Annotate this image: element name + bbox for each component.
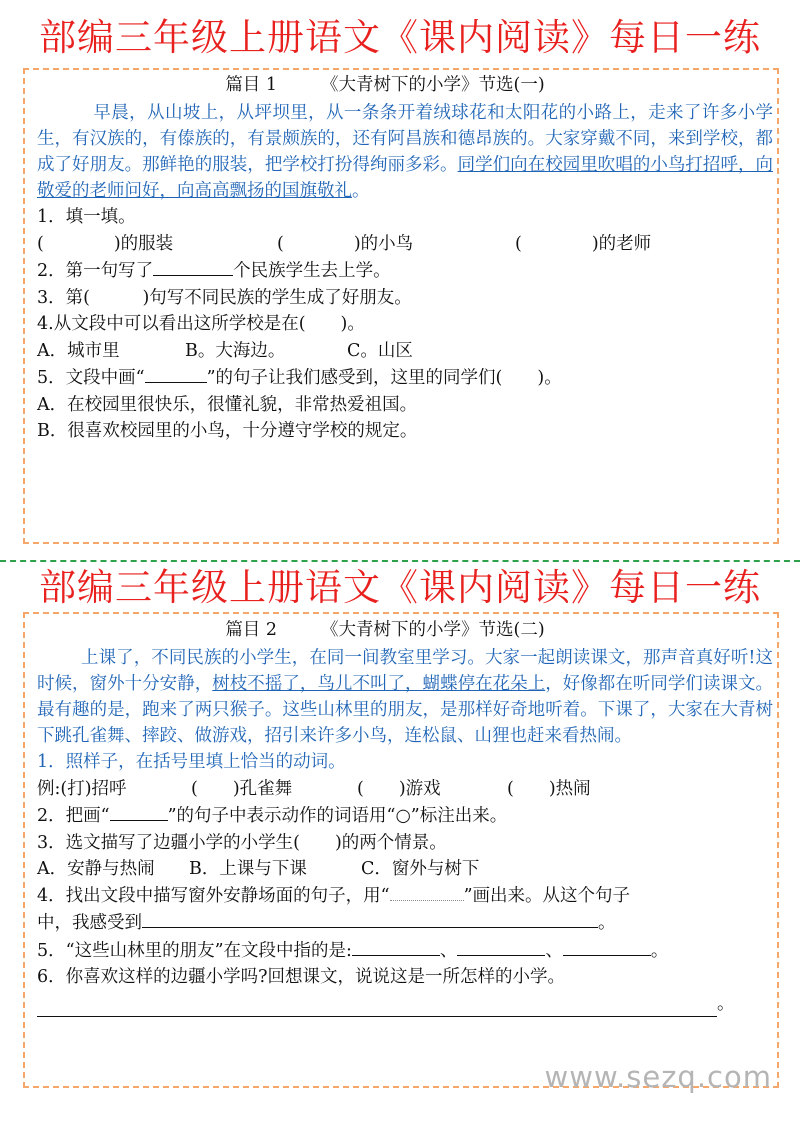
passage-title: 《大青树下的小学》节选(二) — [321, 620, 545, 640]
underline-sample — [110, 802, 168, 821]
passage-text-2: 上课了，不同民族的小学生，在同一间教室里学习。大家一起朗读课文，那声音真好听!这时候，窗外十分安静，树枝不摇了，鸟儿不叫了，蝴蝶停在花朵上，好像都在听同学们读课文。最有趣的是，跑来了两只猴子。这些山林里的朋友，是那样好奇地听着。下课了，大家在大青树下跳孔雀舞、摔跤、做游戏，招引来许多小鸟，连松鼠、山狸也赶来看热闹。 — [37, 648, 774, 746]
option-a[interactable]: A．在校园里很快乐，很懂礼貌，非常热爱祖国。 — [37, 394, 418, 415]
passage-heading-1 — [37, 72, 773, 98]
passage-label: 篇目 1 — [225, 75, 278, 95]
passage-title: 《大青树下的小学》节选(一) — [321, 75, 545, 95]
underlined-sentence: 同学们向在校园里吹唱的小鸟打招呼，向敬爱的老师问好，向高高飘扬的国旗敬礼 — [37, 155, 774, 201]
question-4: 4．找出文段中描写窗外安静场面的句子，用“ ”画出来。从这个句子 — [37, 885, 631, 906]
option-b[interactable]: B．上课与下课 — [189, 859, 307, 879]
option-c[interactable]: C．窗外与树下 — [361, 859, 480, 879]
underlined-sentence: 树枝不摇了，鸟儿不叫了，蝴蝶停在花朵上 — [212, 674, 546, 694]
question-3-options — [37, 856, 773, 883]
example-item: 例:(打)招呼 — [37, 778, 127, 799]
answer-blank[interactable] — [563, 937, 651, 956]
question-4-continued: 中，我感受到 。 — [37, 909, 773, 937]
option-b[interactable]: B。大海边。 — [185, 340, 286, 361]
fill-blank[interactable]: ( )游戏 — [357, 778, 441, 799]
passage-heading-2 — [37, 617, 773, 643]
fill-blank[interactable]: ( )的老师 — [515, 233, 652, 254]
answer-blank[interactable] — [142, 909, 598, 928]
passage-text-1: 早晨，从山坡上，从坪坝里，从一条条开着绒球花和太阳花的小路上，走来了许多小学生，有汉族的，有傣族的，有景颇族的，还有阿昌族和德昂族的。大家穿戴不同，来到学校，都成了好朋友。那鲜艳的服装，把学校打扮得绚丽多彩。同学们向在校园里吹唱的小鸟打招呼，向敬爱的老师问好，向高高飘扬的国旗敬礼。 — [37, 103, 774, 201]
watermark: www.sezq.com — [544, 1060, 772, 1094]
exercise-1 — [37, 72, 773, 445]
question-4-options — [37, 338, 773, 365]
page-title-1: 部编三年级上册语文《课内阅读》每日一练 — [39, 16, 761, 59]
question-6-answer: 。 — [37, 991, 773, 1018]
option-a[interactable]: A．城市里 — [37, 340, 120, 361]
fill-blank[interactable]: ( )孔雀舞 — [191, 778, 293, 799]
fill-blank[interactable]: ( )热闹 — [507, 778, 591, 799]
question-1: 1．填一填。 — [37, 207, 136, 227]
answer-blank[interactable] — [153, 257, 233, 276]
question-1-blanks — [37, 231, 773, 258]
option-a[interactable]: A．安静与热闹 — [37, 859, 155, 879]
question-5: 5．文段中画“ ”的句子让我们感受到，这里的同学们( )。 — [37, 364, 773, 392]
option-b[interactable]: B．很喜欢校园里的小鸟，十分遵守学校的规定。 — [37, 421, 418, 441]
question-4: 4.从文段中可以看出这所学校是在( )。 — [37, 314, 365, 334]
passage-label: 篇目 2 — [225, 620, 278, 640]
question-3: 3．第( )句写不同民族的学生成了好朋友。 — [37, 287, 412, 308]
answer-line[interactable] — [37, 1000, 717, 1017]
fill-blank[interactable]: ( )的小鸟 — [277, 233, 414, 254]
question-5: 5．“这些山林里的朋友”在文段中指的是: 、 、 。 — [37, 937, 773, 965]
answer-blank[interactable] — [457, 937, 545, 956]
underline-sample — [145, 364, 207, 383]
fill-blank[interactable]: ( )的服装 — [37, 233, 174, 254]
exercise-2 — [37, 617, 773, 1017]
page-title-2: 部编三年级上册语文《课内阅读》每日一练 — [39, 566, 761, 609]
option-c[interactable]: C。山区 — [347, 340, 413, 361]
section-divider — [0, 560, 800, 562]
answer-blank[interactable] — [352, 937, 440, 956]
question-6: 6．你喜欢这样的边疆小学吗?回想课文，说说这是一所怎样的小学。 — [37, 967, 566, 987]
question-3: 3．选文描写了边疆小学的小学生( )的两个情景。 — [37, 832, 447, 853]
wavy-line-sample — [390, 884, 464, 901]
question-1: 1．照样子，在括号里填上恰当的动词。 — [37, 752, 346, 772]
question-2: 2．把画“ ”的句子中表示动作的词语用“○”标注出来。 — [37, 802, 773, 830]
question-2: 2．第一句写了 个民族学生去上学。 — [37, 257, 773, 285]
question-1-blanks — [37, 776, 773, 803]
